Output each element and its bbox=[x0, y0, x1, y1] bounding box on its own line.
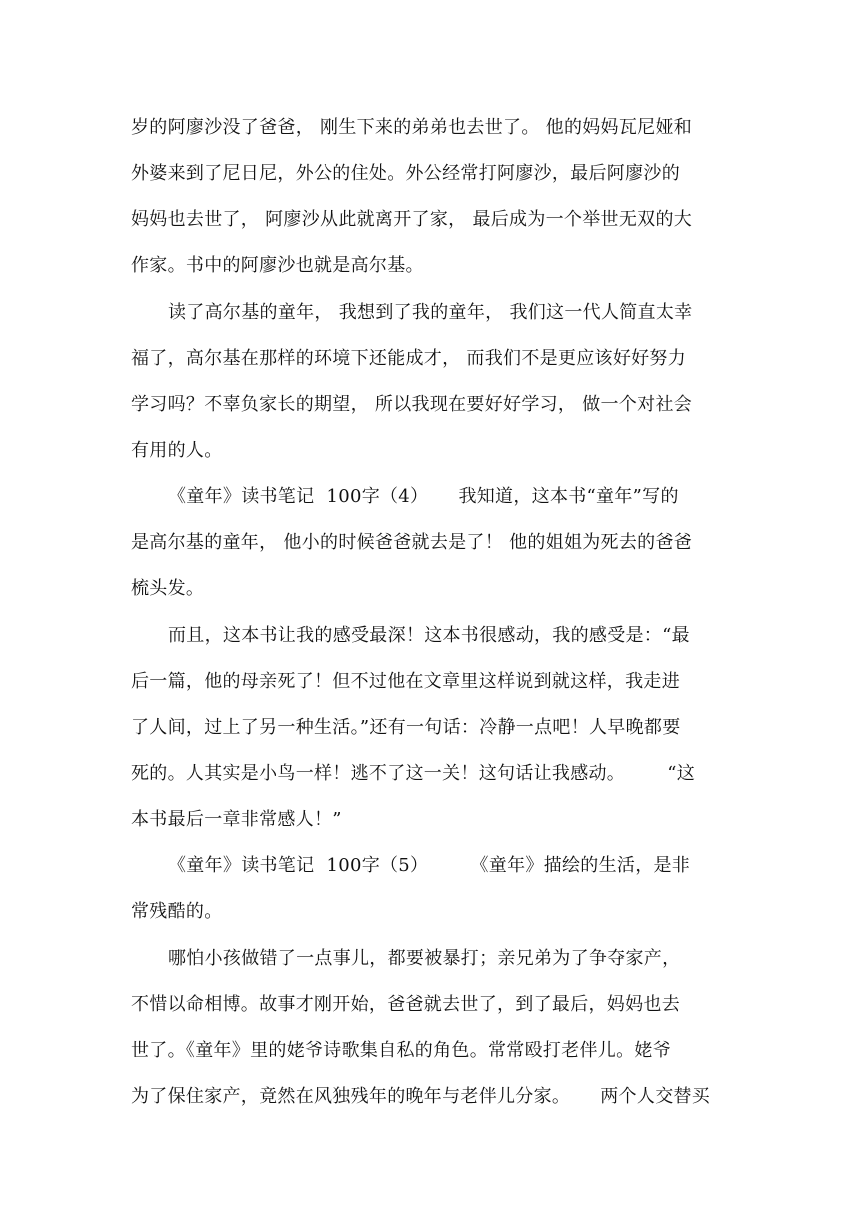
text-line: 《童年》读书笔记 100字（4） 我知道，这本书“童年”写的 bbox=[168, 486, 679, 507]
text-line: 为了保住家产，竟然在风独残年的晚年与老伴儿分家。 两个人交替买 bbox=[131, 1086, 711, 1107]
text-line: 是高尔基的童年， 他小的时候爸爸就去是了！ 他的姐姐为死去的爸爸 bbox=[131, 532, 693, 553]
text-line: 世了。《童年》里的姥爷诗歌集自私的角色。常常殴打老伴儿。姥爷 bbox=[131, 1040, 671, 1061]
text-line: 哪怕小孩做错了一点事儿，都要被暴打；亲兄弟为了争夺家产， bbox=[168, 948, 681, 969]
text-line: 本书最后一章非常感人！” bbox=[131, 809, 342, 830]
text-line: 学习吗？不辜负家长的期望， 所以我现在要好好学习， 做一个对社会 bbox=[131, 394, 693, 415]
text-line: 后一篇，他的母亲死了！但不过他在文章里这样说到就这样，我走进 bbox=[131, 671, 680, 692]
text-line: 岁的阿廖沙没了爸爸， 刚生下来的弟弟也去世了。 他的妈妈瓦尼娅和 bbox=[131, 117, 693, 138]
text-line: 《童年》读书笔记 100字（5） 《童年》描绘的生活，是非 bbox=[168, 855, 691, 876]
text-line: 梳头发。 bbox=[131, 578, 205, 599]
text-line: 而且，这本书让我的感受最深！这本书很感动，我的感受是：“最 bbox=[168, 625, 690, 646]
text-line: 外婆来到了尼日尼，外公的住处。外公经常打阿廖沙，最后阿廖沙的 bbox=[131, 163, 680, 184]
text-line: 妈妈也去世了， 阿廖沙从此就离开了家， 最后成为一个举世无双的大 bbox=[131, 209, 693, 230]
text-line: 作家。书中的阿廖沙也就是高尔基。 bbox=[131, 255, 424, 276]
text-line: 福了，高尔基在那样的环境下还能成才， 而我们不是更应该好好努力 bbox=[131, 348, 687, 369]
text-line: 读了高尔基的童年， 我想到了我的童年， 我们这一代人简直太幸 bbox=[168, 302, 693, 323]
text-line: 不惜以命相博。故事才刚开始，爸爸就去世了，到了最后，妈妈也去 bbox=[131, 994, 680, 1015]
text-line: 死的。人其实是小鸟一样！逃不了这一关！这句话让我感动。 “这 bbox=[131, 763, 696, 784]
text-line: 有用的人。 bbox=[131, 440, 223, 461]
text-line: 了人间，过上了另一种生活。”还有一句话：冷静一点吧！人早晚都要 bbox=[131, 717, 681, 738]
text-line: 常残酷的。 bbox=[131, 901, 223, 922]
